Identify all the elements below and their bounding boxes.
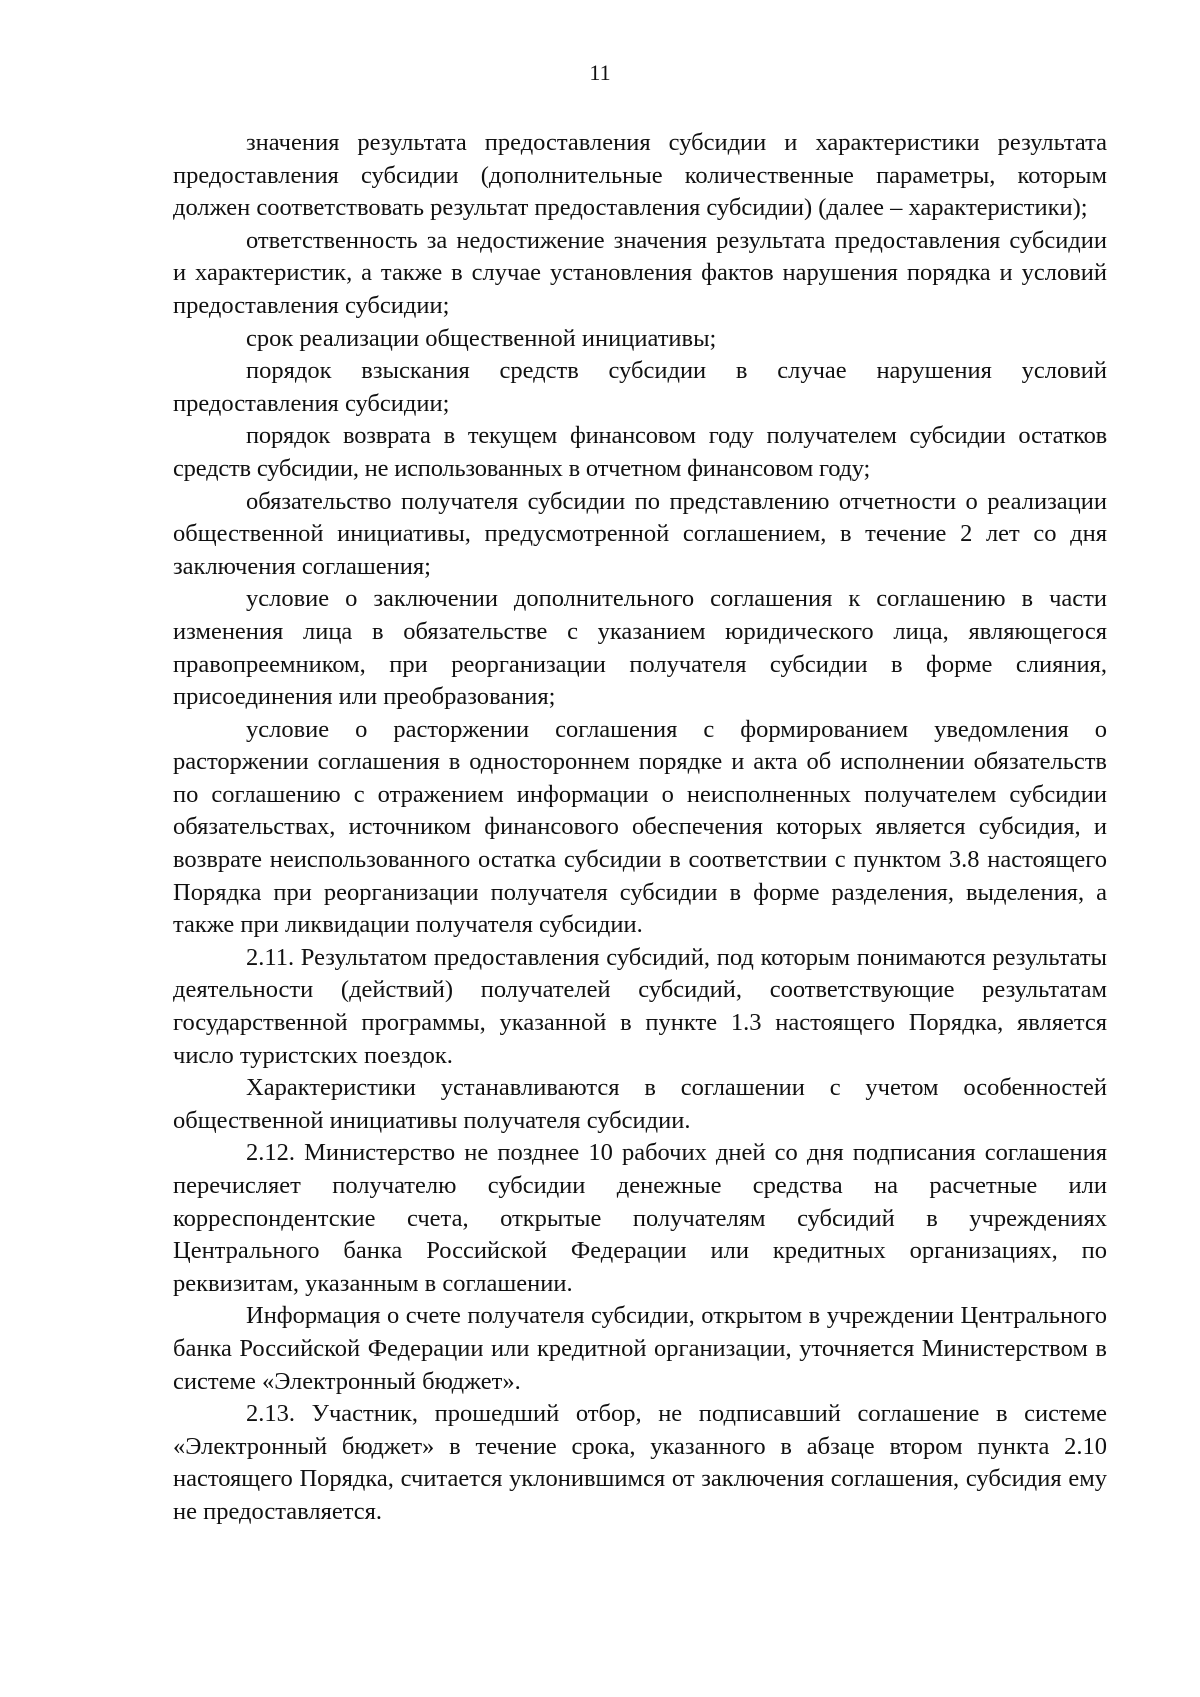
paragraph-2-11: 2.11. Результатом предоставления субсидий, под которым понимаются результаты деятельности (действий) получателей субсидий, соответствующие результатам государственной программы, указанной в пункте 1.3 настоящего Порядка, является число туристских поездок. bbox=[173, 943, 1107, 1069]
paragraph-implementation-term: срок реализации общественной инициативы; bbox=[246, 324, 717, 352]
document-body bbox=[173, 127, 1107, 1529]
paragraph-characteristics: Характеристики устанавливаются в соглашении с учетом особенностей общественной инициативы получателя субсидии. bbox=[173, 1074, 1107, 1134]
paragraph-responsibility: ответственность за недостижение значения результата предоставления субсидии и характеристик, а также в случае установления фактов нарушения порядка и условий предоставления субсидии; bbox=[173, 226, 1107, 319]
paragraph-additional-agreement: условие о заключении дополнительного соглашения к соглашению в части изменения лица в обязательстве с указанием юридического лица, являющегося правопреемником, при реорганизации получателя субсидии в форме слияния, присоединения или преобразования; bbox=[173, 585, 1107, 711]
paragraph-result-value: значения результата предоставления субсидии и характеристики результата предоставления субсидии (дополнительные количественные параметры, которым должен соответствовать результат предоставления субсидии) (далее – характеристики); bbox=[173, 129, 1107, 222]
paragraph-reporting-obligation: обязательство получателя субсидии по представлению отчетности о реализации общественной инициативы, предусмотренной соглашением, в течение 2 лет со дня заключения соглашения; bbox=[173, 487, 1107, 580]
paragraph-recovery-procedure: порядок взыскания средств субсидии в случае нарушения условий предоставления субсидии; bbox=[173, 357, 1107, 417]
paragraph-2-13: 2.13. Участник, прошедший отбор, не подписавший соглашение в системе «Электронный бюджет» в течение срока, указанного в абзаце втором пункта 2.10 настоящего Порядка, считается уклонившимся от заключения соглашения, субсидия ему не предоставляется. bbox=[173, 1400, 1107, 1525]
paragraph-2-12: 2.12. Министерство не позднее 10 рабочих дней со дня подписания соглашения перечисляет получателю субсидии денежные средства на расчетные или корреспондентские счета, открытые получателям субсидий в учреждениях Центрального банка Российской Федерации или кредитных организациях, по реквизитам, указанным в соглашении. bbox=[173, 1139, 1107, 1297]
paragraph-account-information: Информация о счете получателя субсидии, открытом в учреждении Центрального банка Российской Федерации или кредитной организации, уточняется Министерством в системе «Электронный бюджет». bbox=[173, 1302, 1107, 1395]
page-number: 11 bbox=[589, 60, 611, 85]
paragraph-termination-condition: условие о расторжении соглашения с формированием уведомления о расторжении соглашения в одностороннем порядке и акта об исполнении обязательств по соглашению с отражением информации о неисполненных получателем субсидии обязательствах, источником финансового обеспечения которых является субсидия, и возврате неиспользованного остатка субсидии в соответствии с пунктом 3.8 настоящего Порядка при реорганизации получателя субсидии в форме разделения, выделения, а также при ликвидации получателя субсидии. bbox=[173, 715, 1107, 939]
paragraph-return-procedure: порядок возврата в текущем финансовом году получателем субсидии остатков средств субсидии, не использованных в отчетном финансовом году; bbox=[173, 422, 1107, 482]
